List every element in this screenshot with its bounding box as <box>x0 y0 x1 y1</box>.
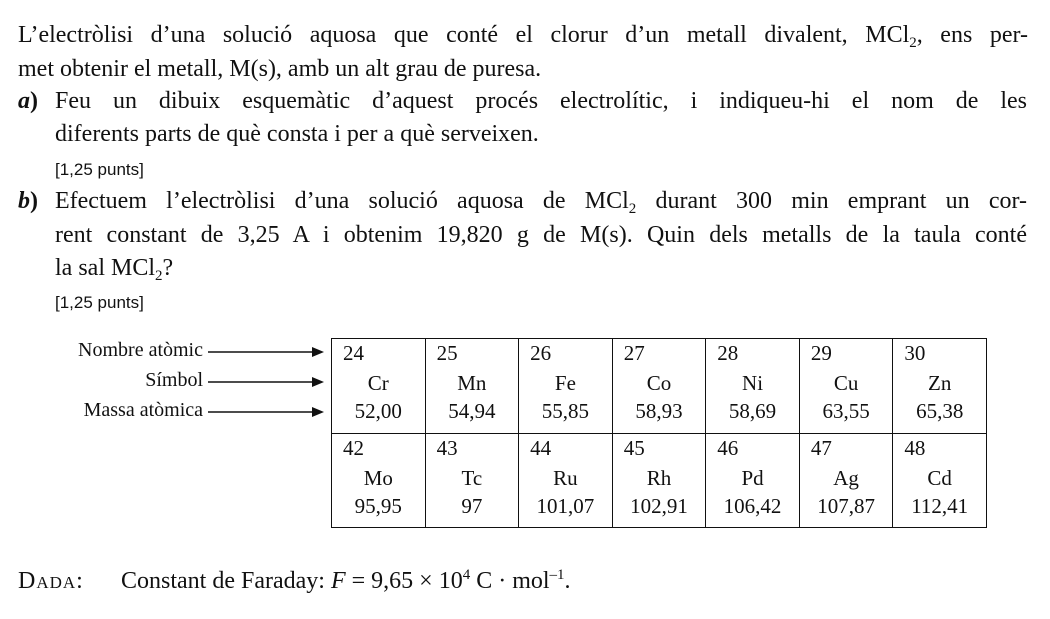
atomic-mass: 102,91 <box>630 493 688 518</box>
element-symbol: Mo <box>363 465 393 490</box>
atomic-number: 42 <box>343 435 364 460</box>
part-a-points: [1,25 punts] <box>55 160 144 179</box>
atomic-number: 45 <box>623 435 645 460</box>
legend-atomic-mass: Massa atòmica <box>83 399 203 421</box>
arrow-right-icon <box>208 406 324 418</box>
atomic-mass: 95,95 <box>354 493 402 518</box>
element-symbol: Cd <box>927 465 952 490</box>
element-cell <box>799 339 893 434</box>
atomic-mass: 55,85 <box>541 399 590 423</box>
element-cell <box>519 433 613 528</box>
element-symbol: Ag <box>833 465 859 490</box>
atomic-number: 29 <box>810 341 832 365</box>
element-symbol: Ni <box>742 371 764 395</box>
part-a-line-2: diferents parts de què consta i per a què serveixen. <box>55 121 539 147</box>
atomic-mass: 106,42 <box>723 493 782 518</box>
element-cell <box>612 433 706 528</box>
intro-line-2: met obtenir el metall, M(s), amb un alt grau de puresa. <box>18 56 542 82</box>
part-b-points: [1,25 punts] <box>55 293 144 312</box>
atomic-mass: 97 <box>461 493 483 518</box>
table-row <box>332 433 987 528</box>
intro-line-1: L’electròlisi d’una solució aquosa que conté el clorur d’un metall divalent, MCl$_2$, ens per- <box>18 22 1028 51</box>
element-symbol: Co <box>646 371 672 395</box>
element-cell <box>706 339 800 434</box>
element-cell <box>332 433 426 528</box>
atomic-number: 25 <box>436 341 458 365</box>
element-symbol: Mn <box>457 371 487 395</box>
atomic-mass: 58,69 <box>728 399 777 423</box>
atomic-number: 26 <box>530 341 552 365</box>
atomic-mass: 112,41 <box>911 493 969 518</box>
element-symbol: Cr <box>367 371 389 395</box>
data-note-label: Dada: <box>18 568 84 594</box>
part-a-line-1: Feu un dibuix esquemàtic d’aquest procés electrolític, i indiqueu-hi el nom de les <box>55 88 1027 114</box>
element-cell <box>893 433 987 528</box>
element-cell <box>799 433 893 528</box>
atomic-mass: 52,00 <box>354 399 402 423</box>
element-symbol: Rh <box>646 465 672 490</box>
atomic-mass: 65,38 <box>916 399 964 423</box>
atomic-number: 28 <box>717 341 739 365</box>
atomic-number: 48 <box>904 435 926 460</box>
atomic-number: 43 <box>436 435 458 460</box>
element-cell <box>612 339 706 434</box>
arrow-right-icon <box>208 376 324 388</box>
atomic-mass: 101,07 <box>536 493 595 518</box>
element-symbol: Ru <box>553 465 578 490</box>
part-a-label: a) <box>18 88 38 114</box>
element-symbol: Fe <box>554 371 576 395</box>
legend-atomic-number: Nombre atòmic <box>78 339 203 361</box>
element-symbol: Pd <box>741 465 764 490</box>
atomic-mass: 63,55 <box>822 399 870 423</box>
part-b-line-2: rent constant de 3,25 A i obtenim 19,820 g de M(s). Quin dels metalls de la taula conté <box>55 222 1027 248</box>
element-cell <box>893 339 987 434</box>
atomic-number: 44 <box>530 435 552 460</box>
atomic-mass: 58,93 <box>635 399 683 423</box>
part-b-line-3: la sal MCl$_2$? <box>55 255 174 284</box>
element-cell <box>706 433 800 528</box>
element-cell <box>332 339 426 434</box>
atomic-number: 30 <box>904 341 926 365</box>
arrow-right-icon <box>208 346 324 358</box>
atomic-number: 46 <box>717 435 739 460</box>
element-cell <box>425 433 519 528</box>
atomic-number: 24 <box>343 341 364 365</box>
data-note-text: Constant de Faraday: $F = 9,65 \times 10^4$ C · mol$^{-1}$. <box>121 567 571 594</box>
part-b-line-1: Efectuem l’electròlisi d’una solució aquosa de MCl$_2$ durant 300 min emprant un cor- <box>55 188 1027 217</box>
element-symbol: Tc <box>461 465 483 490</box>
element-symbol: Cu <box>833 371 859 395</box>
table-row <box>332 339 987 434</box>
atomic-mass: 107,87 <box>817 493 875 518</box>
element-symbol: Zn <box>928 371 952 395</box>
atomic-mass: 54,94 <box>448 399 496 423</box>
element-cell <box>519 339 613 434</box>
legend-symbol: Símbol <box>145 369 203 391</box>
atomic-number: 47 <box>810 435 832 460</box>
element-cell <box>425 339 519 434</box>
atomic-number: 27 <box>623 341 645 365</box>
element-table <box>331 338 987 528</box>
part-b-label: b) <box>18 188 38 214</box>
